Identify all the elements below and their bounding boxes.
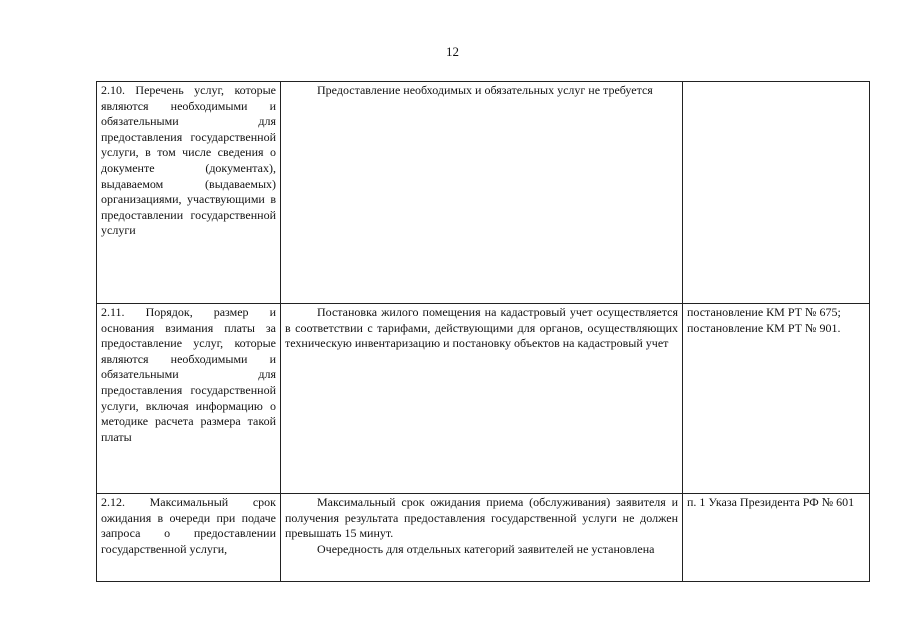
table-row: [97, 82, 870, 304]
basis-cell: [683, 494, 870, 582]
basis-line: постановление КМ РТ № 675;: [687, 305, 841, 319]
section-text: 2.11. Порядок, размер и основания взимания платы за предоставление услуг, которые являются необходимыми и обязательными для предоставления государственной услуги, включая информацию о методике расчета размера такой платы: [101, 305, 276, 444]
basis-cell: [683, 82, 870, 304]
content-cell: [281, 494, 683, 582]
section-cell: [97, 494, 281, 582]
content-paragraph: Постановка жилого помещения на кадастровый учет осуществляется в соответствии с тарифами, действующими для органов, осуществляющих техническую инвентаризацию и постановку объектов на кадастровый учет: [285, 305, 678, 351]
section-cell: [97, 82, 281, 304]
content-cell: [281, 82, 683, 304]
content-cell: [281, 304, 683, 494]
content-paragraph: Предоставление необходимых и обязательных услуг не требуется: [317, 83, 653, 97]
section-text: 2.12. Максимальный срок ожидания в очереди при подаче запроса о предоставлении государственной услуги,: [101, 495, 276, 556]
basis-line: п. 1 Указа Президента РФ № 601: [687, 495, 855, 509]
table-row: [97, 304, 870, 494]
table-row: [97, 494, 870, 582]
section-text: 2.10. Перечень услуг, которые являются необходимыми и обязательными для предоставления государственной услуги, в том числе сведения о документе (документах), выдаваемом (выдаваемых) организациями, участвующими в предоставлении государственной услуги: [101, 83, 276, 238]
basis-line: постановление КМ РТ № 901.: [687, 320, 841, 335]
regulation-table: [96, 81, 870, 582]
page-number: 12: [446, 44, 459, 59]
basis-cell: [683, 304, 870, 494]
section-cell: [97, 304, 281, 494]
content-paragraph: Очередность для отдельных категорий заявителей не установлена: [317, 541, 655, 556]
content-paragraph: Максимальный срок ожидания приема (обслуживания) заявителя и получения результата предоставления государственной услуги не должен превышать 15 минут.: [285, 495, 678, 541]
